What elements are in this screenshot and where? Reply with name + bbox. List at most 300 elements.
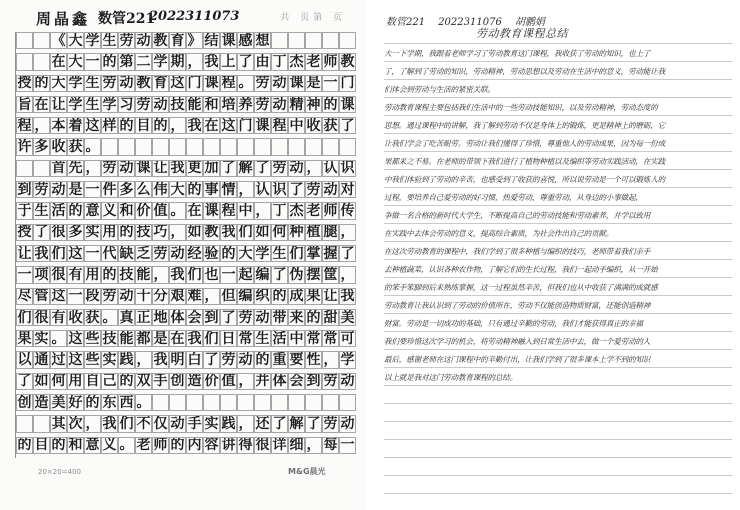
grid-cell: 何 [51, 373, 66, 390]
grid-cell: 程 [221, 203, 236, 220]
grid-cell: 动 [340, 415, 355, 432]
grid-cell: 杰 [289, 53, 304, 70]
grid-cell: 们 [238, 224, 253, 241]
grid-cell: 创 [17, 394, 32, 411]
grid-cell: 得 [238, 437, 253, 454]
grid-cell: 我 [187, 117, 202, 134]
grid-cell: 获 [85, 309, 100, 326]
essay-line: 在实践中去体会劳动的意义，提高综合素质，为社会作出自己的贡献。 [384, 229, 614, 238]
brand-logo: M&G晨光 [288, 467, 326, 476]
grid-cell: 很 [51, 224, 66, 241]
grid-cell: 十 [136, 288, 151, 305]
grid-cell: 意 [85, 203, 100, 220]
grid-row [16, 288, 356, 305]
grid-cell: 目 [34, 437, 49, 454]
grid-cell: 伪 [289, 266, 304, 283]
grid-cell: 值 [221, 373, 236, 390]
grid-cell: 《 [51, 32, 66, 49]
ruled-line [384, 260, 732, 278]
grid-cell: 能 [119, 330, 134, 347]
ruled-line [384, 116, 732, 134]
essay-line: 去种植蔬菜，认识各种农作物，了解它们的生长过程，我们一起动手编织，从一开始 [384, 265, 658, 274]
grid-cell: 劳 [306, 181, 321, 198]
essay-line: 们体会到劳动与生活的紧密关联。 [384, 85, 495, 94]
grid-cell: 日 [221, 330, 236, 347]
grid-cell: 体 [272, 373, 287, 390]
grid-cell: 何 [272, 224, 287, 241]
grid-cell: 活 [272, 330, 287, 347]
grid-cell: 动 [289, 160, 304, 177]
grid-row [16, 32, 356, 49]
ruled-line [384, 98, 732, 116]
grid-cell: 收 [51, 139, 66, 156]
grid-cell: 自 [85, 373, 100, 390]
grid-cell: ， [204, 288, 219, 305]
grid-cell: 感 [238, 32, 253, 49]
grid-cell: 获 [323, 117, 338, 134]
grid-cell: 让 [51, 96, 66, 113]
grid-cell: 样 [102, 117, 117, 134]
ruled-line [384, 188, 732, 206]
grid-cell: 识 [272, 181, 287, 198]
grid-cell: 编 [255, 266, 270, 283]
grid-cell: 但 [221, 288, 236, 305]
grid-cell: 来 [289, 309, 304, 326]
grid-cell: 大 [51, 75, 66, 92]
grid-row [16, 96, 356, 113]
grid-cell: 技 [170, 96, 185, 113]
grid-cell: 了 [272, 415, 287, 432]
ruled-line [384, 422, 732, 440]
grid-cell: 实 [102, 352, 117, 369]
grid-cell: 我 [340, 288, 355, 305]
grid-cell: 传 [340, 203, 355, 220]
grid-cell: ， [170, 224, 185, 241]
grid-cell: 在 [170, 330, 185, 347]
grid-cell [33, 32, 50, 49]
grid-cell: 劳 [153, 245, 168, 262]
grid-cell: 手 [187, 415, 202, 432]
ruled-line [384, 206, 732, 224]
grid-cell: 对 [340, 181, 355, 198]
grid-cell [305, 138, 322, 155]
grid-cell [271, 32, 288, 49]
grid-cell: 的 [68, 203, 83, 220]
grid-cell: 的 [221, 245, 236, 262]
grid-cell: 到 [17, 181, 32, 198]
grid-cell: 摆 [306, 266, 321, 283]
grid-cell: 大 [68, 53, 83, 70]
grid-cell: 如 [255, 224, 270, 241]
grid-cell: 课 [221, 32, 236, 49]
grid-cell: 了 [34, 224, 49, 241]
grid-cell: 造 [187, 373, 202, 390]
grid-cell: 先 [68, 160, 83, 177]
grid-cell: 也 [204, 266, 219, 283]
grid-cell [322, 32, 339, 49]
ruled-line [384, 368, 732, 386]
grid-cell: 育 [153, 75, 168, 92]
ruled-line [384, 170, 732, 188]
grid-cell: 可 [340, 330, 355, 347]
grid-cell: 课 [340, 96, 355, 113]
grid-cell: 件 [102, 181, 117, 198]
grid-cell: 项 [34, 266, 49, 283]
grid-cell: 容 [204, 437, 219, 454]
grid-cell: 次 [68, 415, 83, 432]
grid-cell: 门 [187, 75, 202, 92]
grid-cell: 的 [272, 288, 287, 305]
grid-cell: 学 [85, 32, 100, 49]
grid-cell: 首 [51, 160, 66, 177]
grid-cell: 是 [306, 75, 321, 92]
grid-cell: 我 [170, 160, 185, 177]
grid-cell: 技 [102, 330, 117, 347]
grid-cell: 实 [34, 330, 49, 347]
grid-cell: 们 [187, 266, 202, 283]
grid-cell: 了 [221, 309, 236, 326]
grid-cell: 了 [340, 117, 355, 134]
grid-cell [33, 160, 50, 177]
ruled-line [384, 404, 732, 422]
grid-cell: 成 [289, 288, 304, 305]
grid-cell: 动 [170, 415, 185, 432]
grid-cell: 本 [51, 117, 66, 134]
grid-cell: 其 [51, 415, 66, 432]
grid-row [16, 330, 356, 347]
grid-cell: 是 [68, 181, 83, 198]
grid-cell: 让 [153, 160, 168, 177]
grid-cell [322, 138, 339, 155]
grid-cell: ， [238, 373, 253, 390]
grid-cell: 的 [306, 309, 321, 326]
ruled-line [384, 386, 732, 404]
grid-cell: 动 [136, 32, 151, 49]
grid-cell: 多 [34, 139, 49, 156]
grid-cell: 大 [170, 181, 185, 198]
grid-cell: 教 [136, 75, 151, 92]
grid-cell [186, 394, 203, 411]
grid-cell: 劳 [136, 96, 151, 113]
grid-cell: ， [238, 181, 253, 198]
grid-cell: 和 [68, 437, 83, 454]
grid-cell: 我 [170, 266, 185, 283]
grid-cell: 双 [136, 373, 151, 390]
grid-cell: 要 [289, 352, 304, 369]
student-class: 数管221 [386, 17, 426, 28]
grid-row [16, 53, 356, 70]
grid-cell: 体 [170, 309, 185, 326]
grid-cell: 筐 [323, 266, 338, 283]
grid-cell: 的 [102, 266, 117, 283]
grid-cell: 用 [85, 266, 100, 283]
essay-line: 的笨手笨脚到后来熟练掌握，这一过程虽然辛苦，但我们也从中收获了满满的成就感 [384, 283, 658, 292]
grid-cell: 很 [51, 266, 66, 283]
grid-cell: 于 [17, 203, 32, 220]
grid-cell: 想 [255, 32, 270, 49]
essay-line: 果都来之不易。在老师的带领下我们进行了植物种植以及编织等劳动实践活动，在实践 [384, 157, 665, 166]
grid-cell [305, 394, 322, 411]
grid-cell: 这 [85, 117, 100, 134]
essay-line: 我们要珍惜这次学习的机会，将劳动精神融入到日常生活中去，做一个爱劳动的人 [384, 337, 651, 346]
composition-grid [15, 32, 356, 458]
grid-cell: 一 [323, 75, 338, 92]
student-id: 2022311073 [149, 9, 240, 24]
grid-cell: ， [323, 352, 338, 369]
ruled-line [384, 26, 732, 44]
grid-cell: 性 [306, 352, 321, 369]
grid-cell: 经 [187, 245, 202, 262]
grid-cell: 。 [136, 394, 151, 411]
grid-cell: 劳 [221, 352, 236, 369]
ruled-line [384, 80, 732, 98]
grid-cell: 劳 [34, 181, 49, 198]
grid-cell: 目 [136, 117, 151, 134]
grid-cell: 这 [68, 330, 83, 347]
essay-line: 财富。劳动是一切成功的基础，只有通过辛勤的劳动，我们才能获得真正的幸福 [384, 319, 643, 328]
grid-cell: 了 [221, 160, 236, 177]
grid-cell: 们 [289, 245, 304, 262]
grid-cell: 课 [204, 203, 219, 220]
grid-cell: 动 [51, 181, 66, 198]
grid-cell: 大 [68, 32, 83, 49]
grid-cell: 的 [187, 181, 202, 198]
grid-cell: 技 [136, 224, 151, 241]
grid-cell: 培 [221, 96, 236, 113]
grid-cell: 己 [102, 373, 117, 390]
grid-cell: 丁 [272, 53, 287, 70]
grid-cell: 更 [187, 160, 202, 177]
grid-cell: 生 [272, 245, 287, 262]
grid-row [16, 415, 356, 432]
grid-cell: 都 [136, 330, 151, 347]
grid-cell: 会 [289, 373, 304, 390]
grid-cell: 师 [323, 203, 338, 220]
grid-cell: 这 [221, 117, 236, 134]
grid-cell: 一 [68, 288, 83, 305]
grid-cell: 生 [255, 330, 270, 347]
ruled-lines [384, 26, 732, 510]
grid-cell: 创 [170, 373, 185, 390]
grid-cell: 老 [306, 53, 321, 70]
essay-line: 大一下学期，我跟着老师学习了劳动教育这门课程，我收获了劳动的知识，也上了 [384, 49, 651, 58]
ruled-line [384, 278, 732, 296]
student-name: 胡鹏娟 [514, 17, 545, 28]
grid-cell: 习 [119, 96, 134, 113]
grid-cell: 价 [136, 203, 151, 220]
essay-line: 过程，要培养自己爱劳动的好习惯，热爱劳动，尊重劳动，从身边的小事做起， [384, 193, 643, 202]
grid-cell: 动 [170, 245, 185, 262]
grid-cell [152, 138, 169, 155]
grid-cell: 着 [68, 117, 83, 134]
grid-cell: 地 [153, 309, 168, 326]
grid-cell: 的 [51, 437, 66, 454]
grid-cell: 生 [85, 75, 100, 92]
grid-row [16, 138, 356, 155]
grid-cell: 》 [187, 32, 202, 49]
grid-cell: 我 [153, 352, 168, 369]
grid-cell [152, 394, 169, 411]
grid-cell: 们 [119, 415, 134, 432]
grid-cell: 讲 [221, 437, 236, 454]
grid-cell: 识 [340, 160, 355, 177]
grid-cell: 我 [204, 53, 219, 70]
grid-row [16, 351, 356, 368]
grid-cell: 学 [102, 96, 117, 113]
grid-cell: 生 [102, 32, 117, 49]
grid-cell: 验 [204, 245, 219, 262]
grid-cell [288, 394, 305, 411]
grid-cell: 造 [34, 394, 49, 411]
grid-cell: 精 [289, 96, 304, 113]
grid-cell: 。 [238, 75, 253, 92]
grid-cell: 尽 [17, 288, 32, 305]
grid-cell: 大 [238, 245, 253, 262]
grid-row [16, 394, 356, 411]
grid-cell: 在 [51, 53, 66, 70]
grid-cell: 动 [119, 160, 134, 177]
student-name: 周晶鑫 [36, 10, 91, 28]
grid-cell: 课 [204, 75, 219, 92]
grid-cell: 劳 [323, 415, 338, 432]
grid-cell: 由 [255, 53, 270, 70]
grid-cell: 劳 [102, 75, 117, 92]
grid-cell: 中 [238, 203, 253, 220]
grid-cell [288, 138, 305, 155]
grid-cell: 带 [272, 309, 287, 326]
grid-cell: 一 [85, 53, 100, 70]
grid-cell: 的 [119, 224, 134, 241]
ruled-line [384, 62, 732, 80]
grid-cell: 教 [204, 224, 219, 241]
ruled-line [384, 134, 732, 152]
grid-cell: 二 [136, 53, 151, 70]
grid-cell: 的 [119, 373, 134, 390]
grid-cell: 们 [204, 330, 219, 347]
grid-cell: 动 [119, 288, 134, 305]
grid-cell: 门 [340, 75, 355, 92]
grid-row [16, 245, 356, 262]
essay-line: 中我们体验到了劳动的辛苦，也感受到了收获的喜悦，所以说劳动是一个可以锻炼人的 [384, 175, 665, 184]
grid-cell: 段 [85, 288, 100, 305]
grid-cell [237, 138, 254, 155]
grid-cell: 掌 [306, 245, 321, 262]
grid-cell: 手 [153, 373, 168, 390]
ruled-line [384, 224, 732, 242]
grid-cell: 的 [255, 352, 270, 369]
grid-cell: 了 [238, 53, 253, 70]
grid-row [16, 202, 356, 219]
grid-cell: 植 [306, 224, 321, 241]
grid-cell: 义 [102, 437, 117, 454]
left-essay-page [0, 0, 366, 510]
grid-cell: 的 [34, 75, 49, 92]
grid-row [16, 181, 356, 198]
ruled-line [384, 458, 732, 476]
grid-cell: 到 [306, 373, 321, 390]
grid-cell: 解 [238, 160, 253, 177]
grid-cell: 劳 [272, 160, 287, 177]
grid-cell: 技 [119, 266, 134, 283]
grid-cell: 乏 [136, 245, 151, 262]
grid-cell: 这 [170, 75, 185, 92]
grid-cell: 师 [153, 437, 168, 454]
grid-cell [254, 394, 271, 411]
grid-cell: 动 [340, 373, 355, 390]
grid-cell: ， [340, 224, 355, 241]
grid-cell: ， [85, 415, 100, 432]
grid-cell: 的 [102, 53, 117, 70]
grid-cell [101, 138, 118, 155]
grid-cell: 如 [34, 373, 49, 390]
grid-cell: 认 [323, 160, 338, 177]
ruled-line [384, 332, 732, 350]
grid-cell: 生 [34, 203, 49, 220]
grid-cell: 价 [204, 373, 219, 390]
student-id: 2022311076 [438, 17, 502, 28]
grid-cell: 好 [68, 394, 83, 411]
grid-cell: 东 [102, 394, 117, 411]
grid-cell [271, 394, 288, 411]
grid-cell: 的 [323, 96, 338, 113]
grid-cell: 程 [221, 75, 236, 92]
grid-cell: 让 [17, 245, 32, 262]
grid-cell: 果 [17, 330, 32, 347]
grid-cell: 杰 [289, 203, 304, 220]
grid-cell: 一 [221, 266, 236, 283]
grid-cell: 美 [340, 309, 355, 326]
grid-cell: 常 [323, 330, 338, 347]
grid-cell [16, 415, 33, 432]
grid-cell: 我 [34, 245, 49, 262]
grid-cell: 门 [238, 117, 253, 134]
grid-cell: 我 [221, 224, 236, 241]
grid-cell: 一 [85, 181, 100, 198]
grid-cell: 学 [68, 96, 83, 113]
grid-cell: 分 [153, 288, 168, 305]
grid-cell: 果 [306, 288, 321, 305]
grid-cell: 劳 [102, 288, 117, 305]
grid-cell: 我 [102, 415, 117, 432]
grid-cell: 学 [68, 75, 83, 92]
grid-cell: 践 [119, 352, 134, 369]
student-class: 数管221 [98, 11, 156, 27]
grid-cell: 劳 [323, 373, 338, 390]
grid-row [16, 309, 356, 326]
grid-cell [339, 394, 356, 411]
grid-cell [33, 415, 50, 432]
grid-cell: 旨 [17, 96, 32, 113]
grid-cell: 期 [170, 53, 185, 70]
grid-cell: 生 [85, 96, 100, 113]
ruled-line [384, 242, 732, 260]
grid-cell: 育 [170, 32, 185, 49]
grid-cell: 动 [272, 75, 287, 92]
grid-cell: 和 [204, 96, 219, 113]
grid-cell: 践 [221, 415, 236, 432]
grid-cell: 的 [85, 394, 100, 411]
grid-cell: ， [306, 160, 321, 177]
grid-cell: 伟 [153, 181, 168, 198]
grid-cell: 程 [17, 117, 32, 134]
grid-cell: 甜 [323, 309, 338, 326]
grid-cell: 了 [272, 266, 287, 283]
ruled-line [384, 476, 732, 494]
grid-cell: 学 [153, 53, 168, 70]
grid-cell: 值 [153, 203, 168, 220]
grid-cell: 一 [85, 245, 100, 262]
grid-cell: 动 [153, 96, 168, 113]
